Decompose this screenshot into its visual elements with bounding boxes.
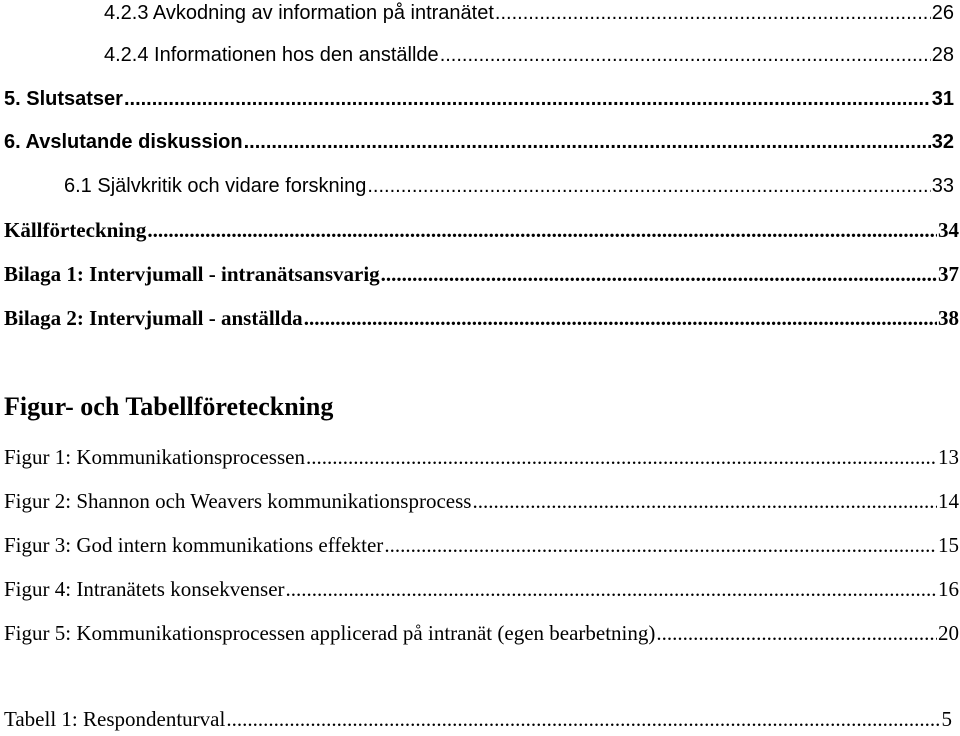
dot-leader bbox=[384, 533, 937, 558]
toc-entry-label: 6.1 Självkritik och vidare forskning bbox=[64, 175, 367, 197]
toc-entry-page: 32 bbox=[931, 131, 954, 153]
figure-entry[interactable] bbox=[4, 445, 959, 470]
toc-entry-label: Bilaga 1: Intervjumall - intranätsansvarig bbox=[4, 262, 380, 286]
dot-leader bbox=[495, 2, 931, 25]
toc-entry-label: 4.2.3 Avkodning av information på intranätet bbox=[104, 2, 494, 24]
dot-leader bbox=[656, 621, 937, 646]
toc-entry[interactable] bbox=[104, 2, 954, 25]
dot-leader bbox=[367, 175, 930, 198]
dot-leader bbox=[306, 445, 937, 470]
dot-leader bbox=[226, 707, 940, 732]
toc-entry-page: 34 bbox=[938, 218, 959, 242]
toc-entry[interactable] bbox=[64, 175, 954, 198]
dot-leader bbox=[472, 489, 937, 514]
table-entry-label: Tabell 1: Respondenturval bbox=[4, 707, 226, 731]
dot-leader bbox=[124, 88, 931, 111]
toc-entry-label: Bilaga 2: Intervjumall - anställda bbox=[4, 306, 303, 330]
figure-entry-label: Figur 3: God intern kommunikations effekter bbox=[4, 533, 384, 557]
dot-leader bbox=[244, 131, 931, 154]
figure-entry[interactable] bbox=[4, 489, 959, 514]
toc-entry[interactable] bbox=[4, 88, 954, 111]
toc-entry-page: 28 bbox=[931, 44, 954, 66]
table-entry[interactable] bbox=[4, 707, 952, 732]
toc-entry-page: 37 bbox=[938, 262, 959, 286]
toc-entry[interactable] bbox=[4, 218, 959, 243]
toc-entry-page: 26 bbox=[931, 2, 954, 24]
dot-leader bbox=[381, 262, 937, 287]
toc-entry-page: 33 bbox=[931, 175, 954, 197]
figure-entry-page: 15 bbox=[938, 533, 959, 557]
dot-leader bbox=[304, 306, 937, 331]
dot-leader bbox=[440, 44, 931, 67]
toc-entry[interactable] bbox=[4, 306, 959, 331]
figure-entry[interactable] bbox=[4, 621, 959, 646]
dot-leader bbox=[147, 218, 937, 243]
toc-entry[interactable] bbox=[4, 131, 954, 154]
toc-entry-page: 31 bbox=[931, 88, 954, 110]
figure-entry-page: 14 bbox=[938, 489, 959, 513]
toc-entry[interactable] bbox=[4, 262, 959, 287]
toc-entry-label: Källförteckning bbox=[4, 218, 147, 242]
dot-leader bbox=[286, 577, 937, 602]
toc-entry-page: 38 bbox=[938, 306, 959, 330]
figure-entry-label: Figur 1: Kommunikationsprocessen bbox=[4, 445, 305, 469]
figure-entry-label: Figur 4: Intranätets konsekvenser bbox=[4, 577, 285, 601]
toc-entry-label: 5. Slutsatser bbox=[4, 88, 123, 110]
figure-entry-label: Figur 5: Kommunikationsprocessen applicerad på intranät (egen bearbetning) bbox=[4, 621, 656, 645]
figure-entry-label: Figur 2: Shannon och Weavers kommunikationsprocess bbox=[4, 489, 472, 513]
figure-entry[interactable] bbox=[4, 577, 959, 602]
table-entry-page: 5 bbox=[941, 707, 952, 731]
figure-entry-page: 13 bbox=[938, 445, 959, 469]
figure-entry-page: 16 bbox=[938, 577, 959, 601]
figure-entry-page: 20 bbox=[938, 621, 959, 645]
toc-entry-label: 6. Avslutande diskussion bbox=[4, 131, 243, 153]
figure-entry[interactable] bbox=[4, 533, 959, 558]
toc-entry[interactable] bbox=[104, 44, 954, 67]
section-heading: Figur- och Tabellföreteckning bbox=[4, 392, 334, 421]
toc-entry-label: 4.2.4 Informationen hos den anställde bbox=[104, 44, 439, 66]
